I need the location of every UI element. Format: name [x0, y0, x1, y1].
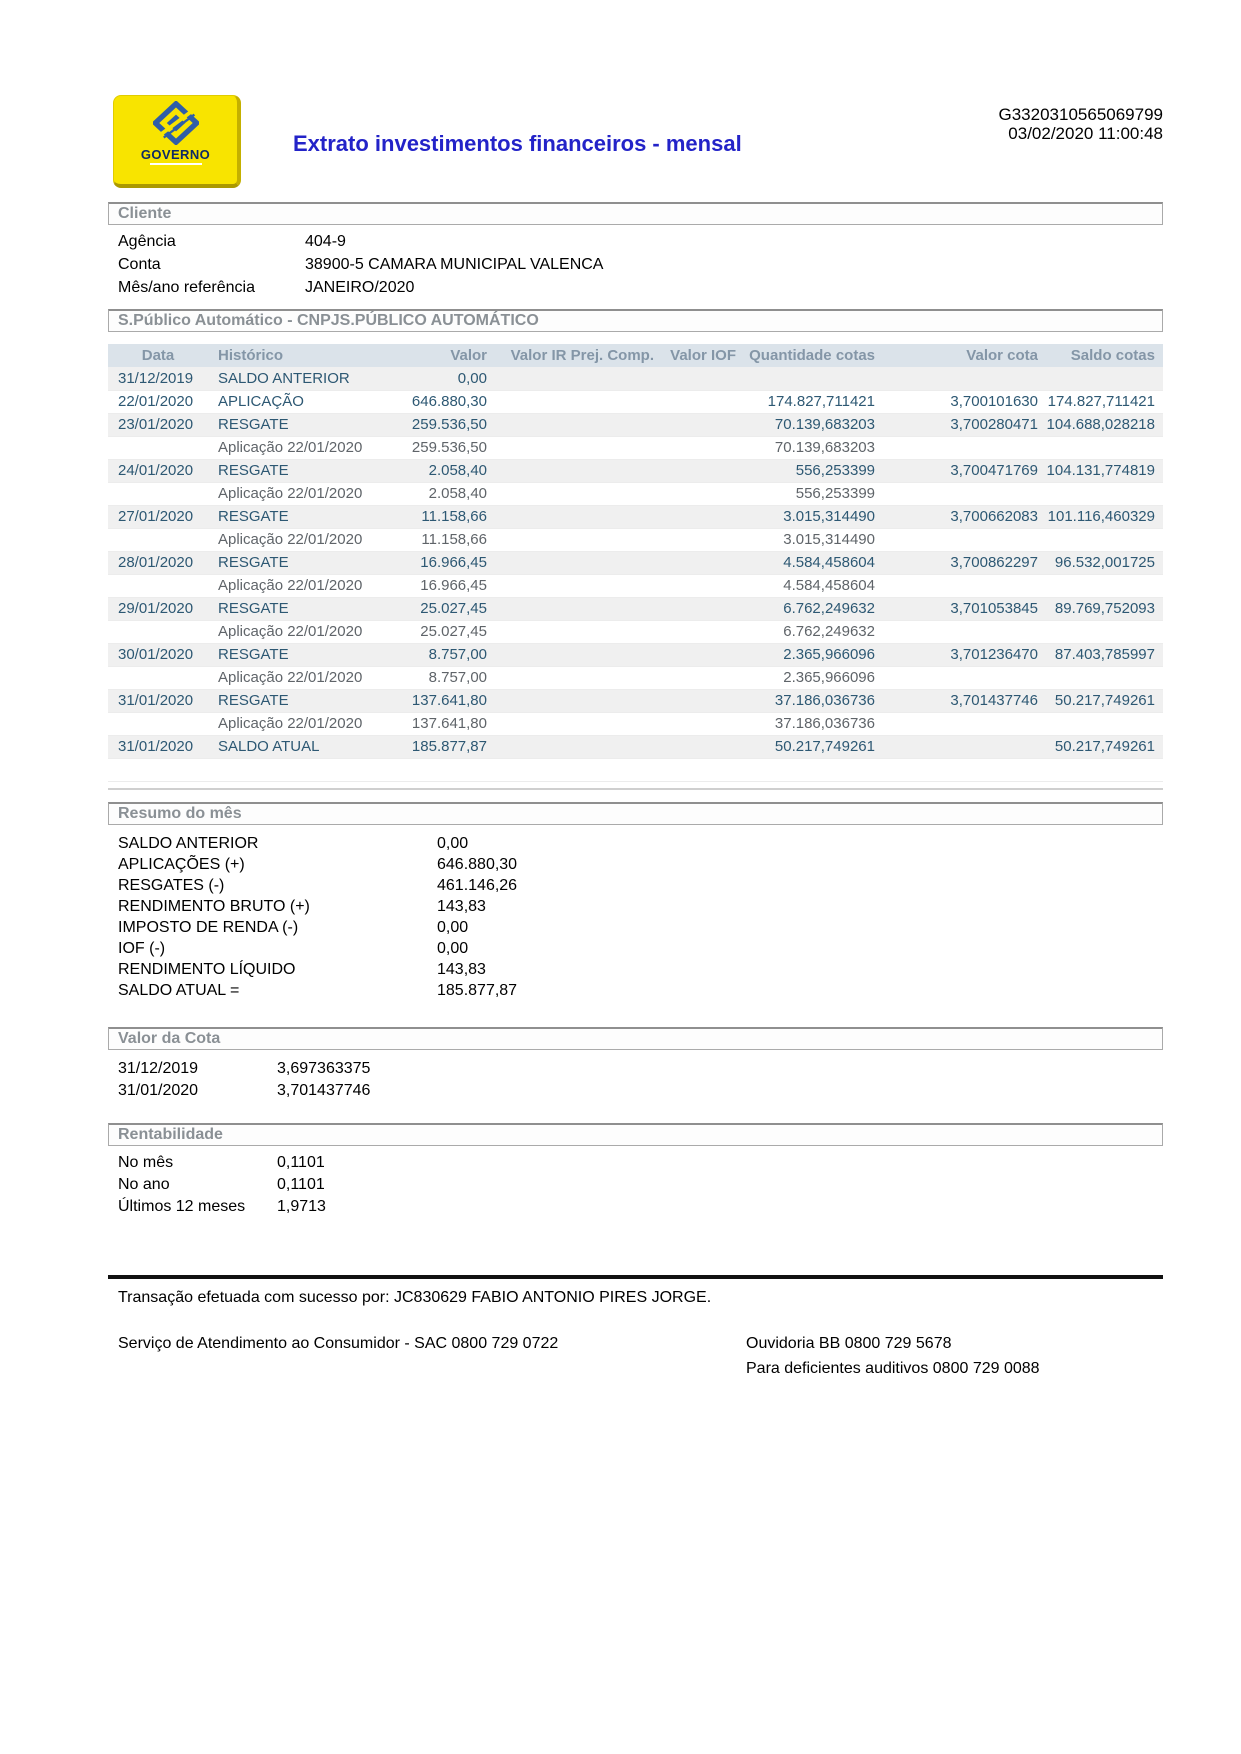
cell-valor-cota: 3,701053845 — [950, 600, 1038, 617]
cell-valor-cota: 3,700662083 — [950, 508, 1038, 525]
cell-data: 23/01/2020 — [118, 416, 194, 433]
summary-row — [108, 875, 1163, 896]
footer-divider — [108, 1275, 1163, 1279]
cell-valor-iof — [654, 367, 736, 390]
table-end-divider — [108, 788, 1163, 790]
field-value: JANEIRO/2020 — [305, 279, 415, 296]
cell-valor-ir — [487, 758, 654, 781]
table-row — [108, 689, 1163, 712]
cell-valor: 185.877,87 — [411, 738, 487, 755]
cell-saldo-cotas: 50.217,749261 — [1054, 692, 1155, 709]
table-row — [108, 666, 1163, 689]
cell-valor-cota — [875, 436, 1038, 459]
table-row — [108, 643, 1163, 666]
cell-historico: RESGATE — [218, 692, 289, 709]
cell-valor-cota — [875, 712, 1038, 735]
cell-historico: Aplicação 22/01/2020 — [218, 715, 363, 732]
valor-cota-section — [108, 1027, 1163, 1102]
cell-valor-ir — [487, 390, 654, 413]
cell-data: 31/01/2020 — [118, 692, 194, 709]
cell-valor-cota — [875, 482, 1038, 505]
table-row — [108, 620, 1163, 643]
document-number: G3320310565069799 — [998, 105, 1163, 124]
table-row — [108, 735, 1163, 758]
cell-saldo-cotas — [1038, 574, 1163, 597]
table-row — [108, 528, 1163, 551]
summary-label: APLICAÇÕES (+) — [118, 855, 245, 873]
cell-quantidade-cotas: 37.186,036736 — [774, 692, 875, 709]
transaction-confirmation-text: Transação efetuada com sucesso por: JC830629 FABIO ANTONIO PIRES JORGE. — [118, 1288, 712, 1306]
cell-historico: Aplicação 22/01/2020 — [218, 669, 363, 686]
cell-valor — [373, 758, 487, 781]
cell-historico: Aplicação 22/01/2020 — [218, 485, 363, 502]
cell-valor-cota: 3,701236470 — [950, 646, 1038, 663]
cell-valor-ir — [487, 689, 654, 712]
cell-historico: SALDO ATUAL — [218, 738, 320, 755]
governo-label: GOVERNO — [140, 147, 211, 162]
cell-data: 29/01/2020 — [118, 600, 194, 617]
yield-row — [108, 1196, 1163, 1218]
cell-data — [108, 482, 208, 505]
cell-data: 22/01/2020 — [118, 393, 194, 410]
quote-row — [108, 1080, 1163, 1102]
cell-historico: RESGATE — [218, 462, 289, 479]
cliente-fields — [108, 230, 1163, 299]
cell-data: 31/01/2020 — [118, 738, 194, 755]
cell-data — [108, 712, 208, 735]
table-row — [108, 390, 1163, 413]
field-label: Mês/ano referência — [118, 279, 255, 296]
cell-valor-ir — [487, 735, 654, 758]
summary-value: 0,00 — [437, 939, 469, 957]
cell-historico: RESGATE — [218, 554, 289, 571]
cell-quantidade-cotas — [736, 758, 875, 781]
cell-valor-iof — [654, 551, 736, 574]
cell-valor: 25.027,45 — [420, 600, 487, 617]
column-header-valor-ir: Valor IR Prej. Comp. — [487, 344, 654, 367]
logo-underline — [150, 163, 202, 165]
cell-historico: RESGATE — [218, 508, 289, 525]
cell-valor-cota: 3,700471769 — [950, 462, 1038, 479]
cell-valor: 259.536,50 — [411, 439, 487, 456]
cell-saldo-cotas: 87.403,785997 — [1054, 646, 1155, 663]
column-header-data: Data — [108, 344, 208, 367]
cell-saldo-cotas: 174.827,711421 — [1047, 393, 1155, 410]
cell-valor: 137.641,80 — [411, 692, 487, 709]
cell-valor-iof — [654, 390, 736, 413]
column-header-quantidade-cotas: Quantidade cotas — [736, 344, 875, 367]
summary-value: 0,00 — [437, 834, 469, 852]
cell-valor-iof — [654, 413, 736, 436]
summary-row — [108, 938, 1163, 959]
quote-date: 31/01/2020 — [118, 1081, 199, 1099]
cell-valor-ir — [487, 597, 654, 620]
cell-data — [108, 666, 208, 689]
column-header-historico: Histórico — [208, 344, 373, 367]
cell-valor-iof — [654, 712, 736, 735]
ouvidoria-block — [746, 1331, 1040, 1381]
cell-historico: RESGATE — [218, 646, 289, 663]
cell-valor-iof — [654, 758, 736, 781]
cell-valor-iof — [654, 620, 736, 643]
cell-valor: 259.536,50 — [411, 416, 487, 433]
cell-valor-ir — [487, 367, 654, 390]
cell-saldo-cotas: 96.532,001725 — [1054, 554, 1155, 571]
document-meta — [999, 95, 1164, 143]
cell-valor-iof — [654, 482, 736, 505]
cell-valor-ir — [487, 620, 654, 643]
summary-value: 646.880,30 — [437, 855, 518, 873]
cell-valor-ir — [487, 459, 654, 482]
deficientes-phone-text: Para deficientes auditivos 0800 729 0088 — [746, 1359, 1040, 1377]
valor-cota-section-title: Valor da Cota — [108, 1027, 1163, 1050]
quote-value: 3,697363375 — [277, 1059, 371, 1077]
cell-quantidade-cotas: 174.827,711421 — [767, 393, 875, 410]
cell-valor-cota: 3,700862297 — [950, 554, 1038, 571]
summary-value: 185.877,87 — [437, 981, 518, 999]
cell-quantidade-cotas: 2.365,966096 — [783, 669, 875, 686]
yield-row — [108, 1174, 1163, 1196]
movimentos-table-body — [108, 367, 1163, 781]
cliente-section-title: Cliente — [108, 202, 1163, 225]
cell-data — [108, 528, 208, 551]
cell-valor-iof — [654, 666, 736, 689]
resumo-section-title: Resumo do mês — [108, 802, 1163, 825]
cliente-section — [108, 202, 1163, 299]
cell-quantidade-cotas: 4.584,458604 — [783, 554, 875, 571]
cell-data: 31/12/2019 — [118, 369, 194, 387]
cell-valor-cota — [875, 735, 1038, 758]
client-field-row — [108, 230, 1163, 253]
resumo-rows — [108, 833, 1163, 1001]
summary-label: IOF (-) — [118, 939, 166, 957]
cell-valor: 11.158,66 — [421, 531, 487, 548]
summary-label: SALDO ATUAL = — [118, 981, 240, 999]
cell-saldo-cotas — [1038, 620, 1163, 643]
cell-quantidade-cotas: 37.186,036736 — [774, 715, 875, 732]
summary-value: 143,83 — [437, 897, 486, 915]
cell-valor-iof — [654, 689, 736, 712]
summary-label: RENDIMENTO LÍQUIDO — [118, 960, 296, 978]
field-label: Conta — [118, 256, 161, 273]
quote-value: 3,701437746 — [277, 1081, 371, 1099]
cell-quantidade-cotas: 2.365,966096 — [783, 646, 875, 663]
cell-valor: 646.880,30 — [411, 393, 487, 410]
movimentos-section-title: S.Público Automático - CNPJS.PÚBLICO AUTOMÁTICO — [108, 309, 1163, 332]
cell-quantidade-cotas: 70.139,683203 — [774, 416, 875, 433]
footer-contacts — [108, 1331, 1163, 1381]
movimentos-table — [108, 344, 1163, 782]
cell-quantidade-cotas: 3.015,314490 — [783, 531, 875, 548]
table-header-row — [108, 344, 1163, 367]
rentabilidade-section-title: Rentabilidade — [108, 1123, 1163, 1146]
yield-row — [108, 1152, 1163, 1174]
cell-quantidade-cotas — [736, 367, 875, 390]
summary-row — [108, 833, 1163, 854]
cell-valor-cota — [875, 758, 1038, 781]
summary-row — [108, 959, 1163, 980]
table-row — [108, 482, 1163, 505]
cell-valor: 0,00 — [457, 369, 487, 387]
cell-quantidade-cotas: 50.217,749261 — [774, 738, 875, 755]
cell-valor-iof — [654, 436, 736, 459]
ouvidoria-phone-text: Ouvidoria BB 0800 729 5678 — [746, 1334, 952, 1352]
page-title: Extrato investimentos financeiros - mensal — [293, 131, 742, 156]
cell-valor-cota — [875, 574, 1038, 597]
cell-valor: 8.757,00 — [428, 669, 487, 686]
cell-saldo-cotas — [1038, 482, 1163, 505]
cell-historico: RESGATE — [218, 600, 289, 617]
cell-saldo-cotas: 50.217,749261 — [1054, 738, 1155, 755]
cell-valor-ir — [487, 666, 654, 689]
cell-valor: 137.641,80 — [411, 715, 487, 732]
cell-quantidade-cotas: 3.015,314490 — [783, 508, 875, 525]
summary-value: 143,83 — [437, 960, 486, 978]
cell-data: 24/01/2020 — [118, 462, 194, 479]
cell-historico: RESGATE — [218, 416, 289, 433]
rentabilidade-section — [108, 1123, 1163, 1218]
cell-valor-iof — [654, 505, 736, 528]
cell-valor-iof — [654, 597, 736, 620]
cell-historico: Aplicação 22/01/2020 — [218, 577, 363, 594]
document-datetime: 03/02/2020 11:00:48 — [1008, 124, 1163, 143]
cell-valor-iof — [654, 528, 736, 551]
cell-quantidade-cotas: 6.762,249632 — [783, 600, 875, 617]
summary-row — [108, 917, 1163, 938]
cell-quantidade-cotas: 556,253399 — [795, 462, 875, 479]
cell-valor-cota: 3,701437746 — [950, 692, 1038, 709]
yield-value: 0,1101 — [277, 1153, 325, 1171]
field-value: 38900-5 CAMARA MUNICIPAL VALENCA — [305, 256, 604, 273]
bb-logo-icon — [153, 101, 199, 145]
cell-historico: APLICAÇÃO — [218, 393, 304, 410]
cell-valor: 25.027,45 — [420, 623, 487, 640]
field-label: Agência — [118, 233, 176, 250]
cell-valor-iof — [654, 459, 736, 482]
yield-value: 0,1101 — [277, 1175, 325, 1193]
yield-value: 1,9713 — [277, 1197, 326, 1215]
cell-saldo-cotas — [1038, 712, 1163, 735]
table-row — [108, 459, 1163, 482]
cell-valor: 2.058,40 — [428, 462, 487, 479]
cell-valor-cota — [875, 620, 1038, 643]
cell-valor-ir — [487, 643, 654, 666]
cell-valor: 8.757,00 — [428, 646, 487, 663]
client-field-row — [108, 276, 1163, 299]
cell-data: 30/01/2020 — [118, 646, 194, 663]
cell-quantidade-cotas: 70.139,683203 — [774, 439, 875, 456]
cell-valor: 16.966,45 — [420, 577, 487, 594]
summary-label: RESGATES (-) — [118, 876, 225, 894]
cell-data — [108, 758, 208, 781]
yield-label: No ano — [118, 1175, 170, 1193]
cell-saldo-cotas — [1038, 666, 1163, 689]
cell-saldo-cotas — [1038, 528, 1163, 551]
client-field-row — [108, 253, 1163, 276]
statement-page — [108, 0, 1163, 1381]
yield-label: Últimos 12 meses — [118, 1197, 246, 1215]
cell-valor-ir — [487, 436, 654, 459]
cell-data — [108, 574, 208, 597]
table-row — [108, 505, 1163, 528]
cell-quantidade-cotas: 4.584,458604 — [783, 577, 875, 594]
cell-valor-cota: 3,700280471 — [950, 416, 1038, 433]
table-row — [108, 551, 1163, 574]
cell-valor-ir — [487, 528, 654, 551]
summary-row — [108, 854, 1163, 875]
table-row — [108, 413, 1163, 436]
quote-date: 31/12/2019 — [118, 1059, 199, 1077]
summary-value: 0,00 — [437, 918, 469, 936]
column-header-valor-cota: Valor cota — [875, 344, 1038, 367]
cell-saldo-cotas — [1038, 436, 1163, 459]
cell-historico: Aplicação 22/01/2020 — [218, 623, 363, 640]
rentabilidade-rows — [108, 1152, 1163, 1218]
sac-phone-text: Serviço de Atendimento ao Consumidor - SAC 0800 729 0722 — [118, 1334, 559, 1352]
yield-label: No mês — [118, 1153, 174, 1171]
cell-valor: 11.158,66 — [421, 508, 487, 525]
cell-data — [108, 436, 208, 459]
summary-label: RENDIMENTO BRUTO (+) — [118, 897, 310, 915]
resumo-section — [108, 802, 1163, 1001]
cell-data: 27/01/2020 — [118, 508, 194, 525]
cell-valor-cota: 3,700101630 — [950, 393, 1038, 410]
cell-valor-ir — [487, 505, 654, 528]
column-header-saldo-cotas: Saldo cotas — [1038, 344, 1163, 367]
cell-valor: 16.966,45 — [420, 554, 487, 571]
summary-value: 461.146,26 — [437, 876, 518, 894]
cell-historico: SALDO ANTERIOR — [218, 369, 350, 387]
cell-saldo-cotas: 104.131,774819 — [1046, 462, 1155, 479]
cell-valor-cota — [875, 666, 1038, 689]
cell-valor-ir — [487, 551, 654, 574]
column-header-valor: Valor — [373, 344, 487, 367]
cell-valor-iof — [654, 574, 736, 597]
valor-cota-rows — [108, 1058, 1163, 1102]
document-header — [108, 95, 1163, 190]
cell-data: 28/01/2020 — [118, 554, 194, 571]
table-row — [108, 597, 1163, 620]
cell-valor-ir — [487, 712, 654, 735]
cell-saldo-cotas: 89.769,752093 — [1054, 600, 1155, 617]
summary-row — [108, 980, 1163, 1001]
cell-historico — [208, 758, 373, 781]
cell-saldo-cotas: 101.116,460329 — [1047, 508, 1155, 525]
column-header-valor-iof: Valor IOF — [654, 344, 736, 367]
cell-valor-cota — [875, 528, 1038, 551]
quote-row — [108, 1058, 1163, 1080]
cell-saldo-cotas — [1038, 367, 1163, 390]
cell-data — [108, 620, 208, 643]
cell-historico: Aplicação 22/01/2020 — [218, 531, 363, 548]
cell-saldo-cotas — [1038, 758, 1163, 781]
cell-historico: Aplicação 22/01/2020 — [218, 439, 363, 456]
cell-valor-ir — [487, 482, 654, 505]
cell-valor-ir — [487, 574, 654, 597]
bb-governo-logo — [113, 95, 241, 188]
field-value: 404-9 — [305, 233, 346, 250]
movimentos-section — [108, 309, 1163, 790]
cell-valor-iof — [654, 735, 736, 758]
cell-quantidade-cotas: 556,253399 — [795, 485, 875, 502]
table-row — [108, 436, 1163, 459]
cell-quantidade-cotas: 6.762,249632 — [783, 623, 875, 640]
cell-valor-ir — [487, 413, 654, 436]
table-row — [108, 367, 1163, 390]
table-row — [108, 574, 1163, 597]
cell-saldo-cotas: 104.688,028218 — [1046, 416, 1155, 433]
table-row — [108, 758, 1163, 781]
cell-valor-iof — [654, 643, 736, 666]
cell-valor-cota — [875, 367, 1038, 390]
cell-valor: 2.058,40 — [428, 485, 487, 502]
summary-row — [108, 896, 1163, 917]
table-row — [108, 712, 1163, 735]
summary-label: IMPOSTO DE RENDA (-) — [118, 918, 299, 936]
summary-label: SALDO ANTERIOR — [118, 834, 259, 852]
